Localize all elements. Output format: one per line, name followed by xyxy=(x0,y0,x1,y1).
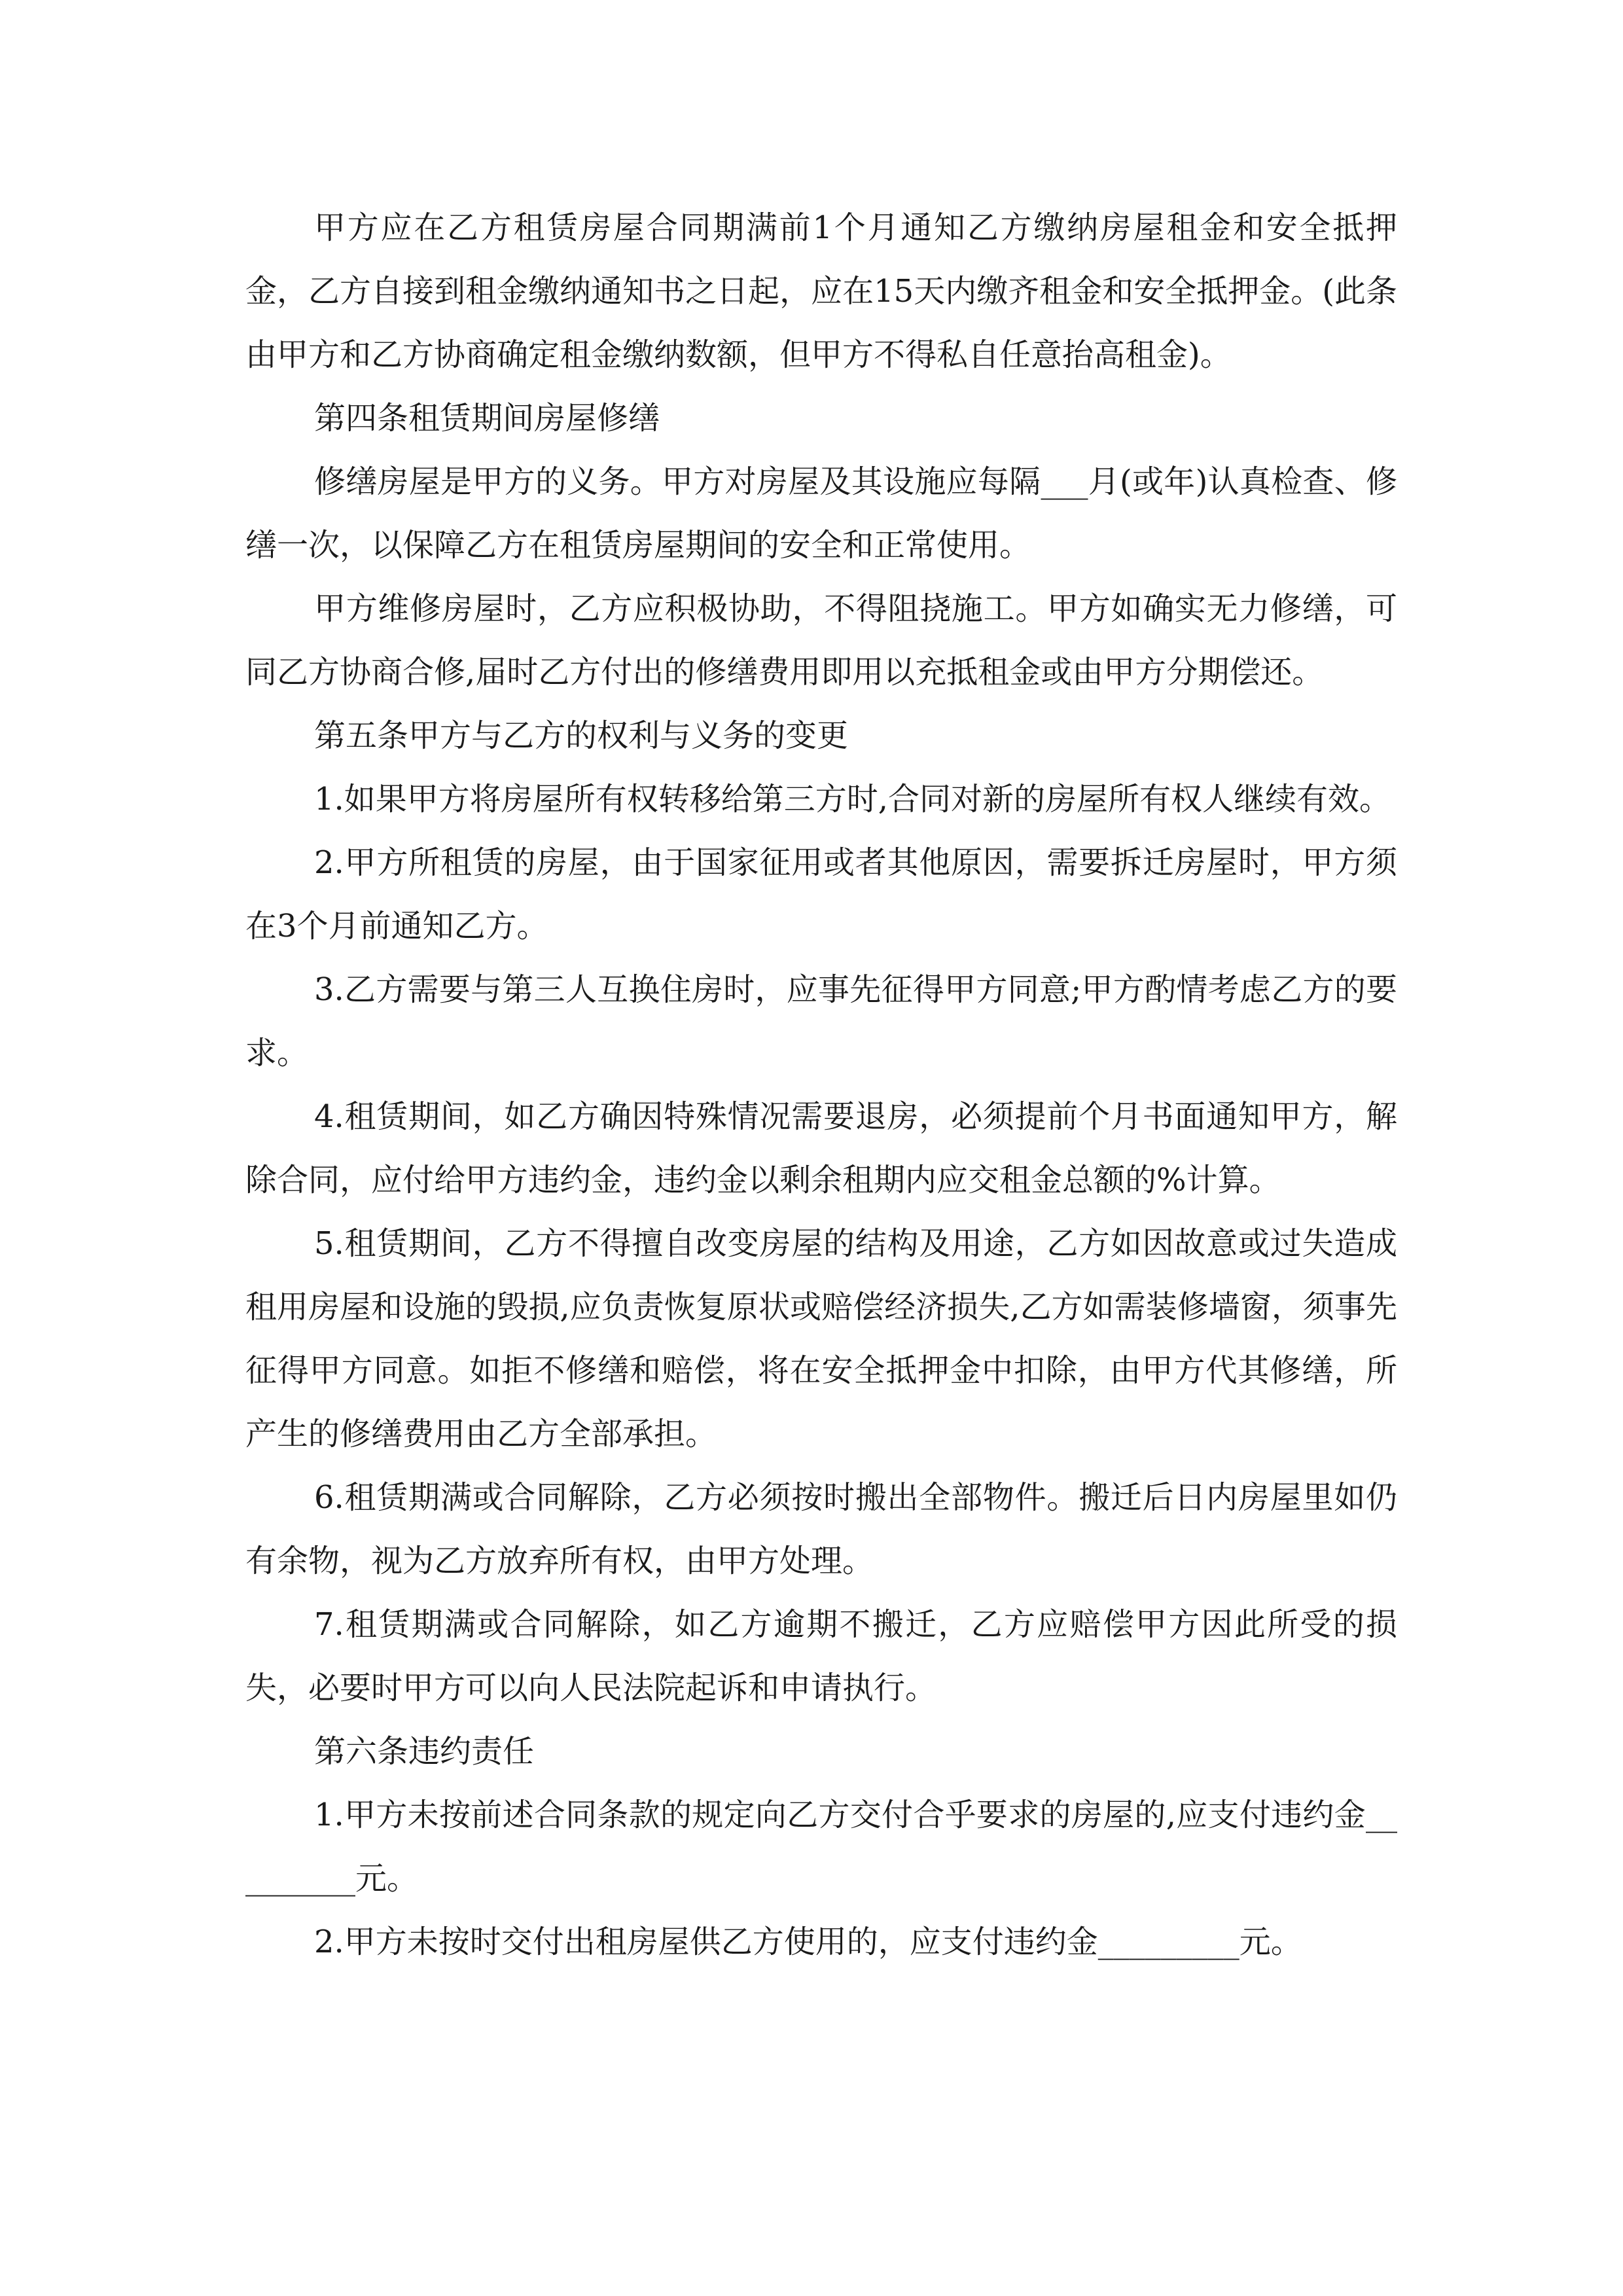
clause-5-3: 3.乙方需要与第三人互换住房时，应事先征得甲方同意;甲方酌情考虑乙方的要求。 xyxy=(245,971,1397,1071)
clause-5-1: 1.如果甲方将房屋所有权转移给第三方时,合同对新的房屋所有权人继续有效。 xyxy=(314,781,1391,817)
document-body xyxy=(245,196,1397,1974)
article-5-heading: 第五条甲方与乙方的权利与义务的变更 xyxy=(314,717,849,754)
paragraph-repair-cooperation: 甲方维修房屋时，乙方应积极协助，不得阻挠施工。甲方如确实无力修缮，可同乙方协商合修,届时乙方付出的修缮费用即用以充抵租金或由甲方分期偿还。 xyxy=(245,590,1397,691)
clause-5-6: 6.租赁期满或合同解除，乙方必须按时搬出全部物件。搬迁后日内房屋里如仍有余物，视为乙方放弃所有权，由甲方处理。 xyxy=(245,1479,1397,1579)
article-6-heading: 第六条违约责任 xyxy=(314,1733,535,1770)
clause-5-2: 2.甲方所租赁的房屋，由于国家征用或者其他原因，需要拆迁房屋时，甲方须在3个月前通知乙方。 xyxy=(245,844,1397,944)
paragraph-deposit-notice: 甲方应在乙方租赁房屋合同期满前1个月通知乙方缴纳房屋租金和安全抵押金，乙方自接到租金缴纳通知书之日起，应在15天内缴齐租金和安全抵押金。(此条由甲方和乙方协商确定租金缴纳数额，但甲方不得私自任意抬高租金)。 xyxy=(245,209,1397,373)
clause-5-7: 7.租赁期满或合同解除，如乙方逾期不搬迁，乙方应赔偿甲方因此所受的损失，必要时甲方可以向人民法院起诉和申请执行。 xyxy=(245,1606,1397,1706)
article-4-heading: 第四条租赁期间房屋修缮 xyxy=(314,400,660,437)
clause-5-4: 4.租赁期间，如乙方确因特殊情况需要退房，必须提前个月书面通知甲方，解除合同，应付给甲方违约金，违约金以剩余租期内应交租金总额的%计算。 xyxy=(245,1098,1397,1198)
clause-6-2: 2.甲方未按时交付出租房屋供乙方使用的，应支付违约金_________元。 xyxy=(314,1924,1302,1960)
paragraph-repair-duty: 修缮房屋是甲方的义务。甲方对房屋及其设施应每隔___月(或年)认真检查、修缮一次，以保障乙方在租赁房屋期间的安全和正常使用。 xyxy=(245,463,1397,564)
clause-6-1: 1.甲方未按前述合同条款的规定向乙方交付合乎要求的房屋的,应支付违约金_________元。 xyxy=(245,1797,1397,1897)
clause-5-5: 5.租赁期间，乙方不得擅自改变房屋的结构及用途，乙方如因故意或过失造成租用房屋和设施的毁损,应负责恢复原状或赔偿经济损失,乙方如需装修墙窗，须事先征得甲方同意。如拒不修缮和赔偿，将在安全抵押金中扣除，由甲方代其修缮，所产生的修缮费用由乙方全部承担。 xyxy=(245,1225,1397,1452)
